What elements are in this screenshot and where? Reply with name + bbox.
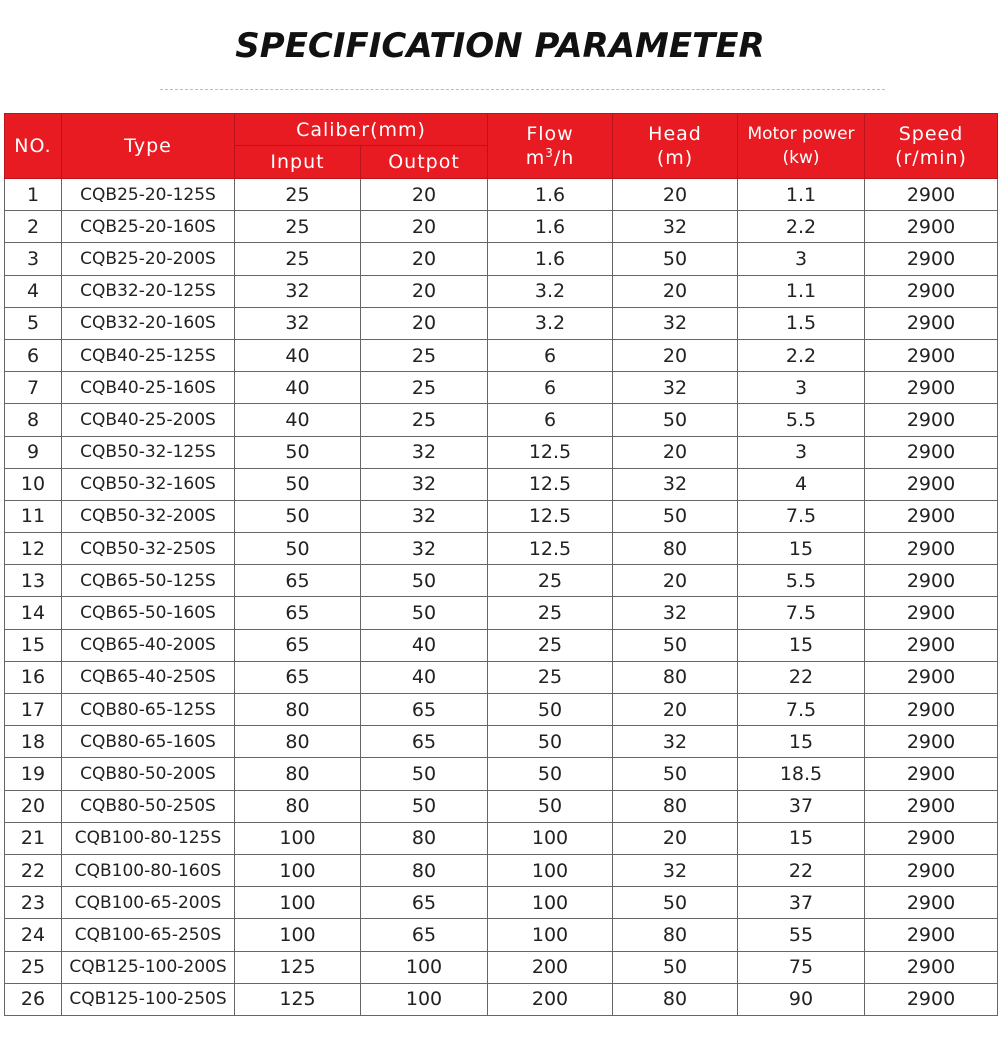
cell-output: 32 — [361, 468, 488, 500]
cell-type: CQB50-32-160S — [62, 468, 235, 500]
table-row — [5, 275, 998, 307]
cell-type: CQB25-20-200S — [62, 243, 235, 275]
cell-motor-power: 22 — [738, 854, 865, 886]
cell-flow: 200 — [488, 951, 613, 983]
cell-head: 80 — [613, 919, 738, 951]
cell-type: CQB50-32-200S — [62, 500, 235, 532]
cell-no: 5 — [5, 307, 62, 339]
cell-type: CQB100-65-200S — [62, 887, 235, 919]
table-row — [5, 307, 998, 339]
cell-no: 10 — [5, 468, 62, 500]
cell-no: 14 — [5, 597, 62, 629]
table-row — [5, 758, 998, 790]
cell-no: 3 — [5, 243, 62, 275]
cell-speed: 2900 — [865, 275, 998, 307]
cell-flow: 12.5 — [488, 500, 613, 532]
cell-flow: 25 — [488, 597, 613, 629]
cell-input: 40 — [235, 372, 361, 404]
table-row — [5, 372, 998, 404]
cell-speed: 2900 — [865, 983, 998, 1015]
cell-motor-power: 55 — [738, 919, 865, 951]
cell-type: CQB25-20-160S — [62, 211, 235, 243]
cell-type: CQB40-25-200S — [62, 404, 235, 436]
cell-output: 25 — [361, 339, 488, 371]
cell-input: 40 — [235, 404, 361, 436]
cell-flow: 3.2 — [488, 275, 613, 307]
cell-head: 50 — [613, 887, 738, 919]
table-row — [5, 661, 998, 693]
cell-type: CQB80-50-200S — [62, 758, 235, 790]
cell-head: 50 — [613, 243, 738, 275]
specification-table — [4, 113, 998, 1016]
cell-head: 32 — [613, 854, 738, 886]
cell-flow: 100 — [488, 919, 613, 951]
cell-flow: 12.5 — [488, 468, 613, 500]
cell-output: 50 — [361, 597, 488, 629]
header-speed-unit: (r/min) — [895, 147, 967, 169]
cell-flow: 6 — [488, 404, 613, 436]
cell-output: 32 — [361, 436, 488, 468]
cell-motor-power: 5.5 — [738, 565, 865, 597]
header-head — [613, 114, 738, 179]
cell-head: 20 — [613, 339, 738, 371]
cell-flow: 100 — [488, 822, 613, 854]
cell-input: 80 — [235, 694, 361, 726]
cell-no: 8 — [5, 404, 62, 436]
cell-output: 65 — [361, 887, 488, 919]
title-divider — [160, 89, 885, 90]
header-speed — [865, 114, 998, 179]
cell-output: 65 — [361, 726, 488, 758]
cell-output: 20 — [361, 211, 488, 243]
cell-motor-power: 2.2 — [738, 339, 865, 371]
cell-type: CQB32-20-160S — [62, 307, 235, 339]
cell-output: 50 — [361, 758, 488, 790]
cell-output: 20 — [361, 179, 488, 211]
cell-input: 125 — [235, 951, 361, 983]
cell-speed: 2900 — [865, 629, 998, 661]
table-body — [5, 179, 998, 1016]
cell-output: 40 — [361, 629, 488, 661]
cell-speed: 2900 — [865, 179, 998, 211]
flow-unit-base: m — [525, 147, 546, 169]
cell-type: CQB80-50-250S — [62, 790, 235, 822]
cell-no: 17 — [5, 694, 62, 726]
table-row — [5, 533, 998, 565]
cell-speed: 2900 — [865, 661, 998, 693]
cell-flow: 25 — [488, 629, 613, 661]
cell-speed: 2900 — [865, 500, 998, 532]
header-motor-unit: (kw) — [782, 148, 820, 168]
cell-input: 65 — [235, 629, 361, 661]
cell-flow: 200 — [488, 983, 613, 1015]
table-row — [5, 597, 998, 629]
cell-head: 32 — [613, 307, 738, 339]
table-row — [5, 694, 998, 726]
cell-speed: 2900 — [865, 468, 998, 500]
cell-output: 80 — [361, 854, 488, 886]
cell-head: 20 — [613, 436, 738, 468]
cell-motor-power: 4 — [738, 468, 865, 500]
cell-output: 25 — [361, 404, 488, 436]
cell-no: 18 — [5, 726, 62, 758]
cell-head: 32 — [613, 468, 738, 500]
cell-output: 20 — [361, 275, 488, 307]
cell-no: 26 — [5, 983, 62, 1015]
cell-no: 20 — [5, 790, 62, 822]
cell-output: 65 — [361, 694, 488, 726]
table-row — [5, 790, 998, 822]
cell-input: 32 — [235, 275, 361, 307]
cell-type: CQB125-100-200S — [62, 951, 235, 983]
cell-input: 80 — [235, 758, 361, 790]
cell-no: 25 — [5, 951, 62, 983]
cell-input: 65 — [235, 661, 361, 693]
cell-head: 50 — [613, 500, 738, 532]
cell-head: 80 — [613, 661, 738, 693]
cell-speed: 2900 — [865, 211, 998, 243]
cell-input: 25 — [235, 179, 361, 211]
cell-output: 65 — [361, 919, 488, 951]
cell-flow: 50 — [488, 726, 613, 758]
cell-type: CQB100-80-160S — [62, 854, 235, 886]
cell-speed: 2900 — [865, 854, 998, 886]
table-row — [5, 983, 998, 1015]
cell-motor-power: 15 — [738, 533, 865, 565]
cell-motor-power: 3 — [738, 436, 865, 468]
page-title: SPECIFICATION PARAMETER — [235, 26, 765, 66]
header-flow — [488, 114, 613, 179]
cell-motor-power: 7.5 — [738, 500, 865, 532]
cell-motor-power: 37 — [738, 790, 865, 822]
cell-head: 20 — [613, 822, 738, 854]
cell-input: 50 — [235, 533, 361, 565]
header-flow-unit — [526, 147, 575, 169]
cell-speed: 2900 — [865, 822, 998, 854]
header-no: NO. — [5, 114, 62, 179]
cell-head: 32 — [613, 726, 738, 758]
cell-flow: 50 — [488, 758, 613, 790]
cell-type: CQB65-40-200S — [62, 629, 235, 661]
flow-unit-sup: 3 — [545, 146, 554, 160]
cell-type: CQB40-25-125S — [62, 339, 235, 371]
cell-head: 20 — [613, 565, 738, 597]
cell-motor-power: 1.1 — [738, 275, 865, 307]
cell-flow: 1.6 — [488, 179, 613, 211]
cell-flow: 50 — [488, 790, 613, 822]
cell-motor-power: 75 — [738, 951, 865, 983]
cell-input: 100 — [235, 854, 361, 886]
cell-speed: 2900 — [865, 597, 998, 629]
cell-speed: 2900 — [865, 307, 998, 339]
cell-type: CQB50-32-250S — [62, 533, 235, 565]
cell-input: 100 — [235, 919, 361, 951]
header-type: Type — [62, 114, 235, 179]
table-row — [5, 211, 998, 243]
cell-input: 32 — [235, 307, 361, 339]
table-row — [5, 854, 998, 886]
cell-no: 16 — [5, 661, 62, 693]
cell-flow: 1.6 — [488, 243, 613, 275]
table-row — [5, 243, 998, 275]
cell-speed: 2900 — [865, 565, 998, 597]
cell-speed: 2900 — [865, 758, 998, 790]
table-row — [5, 887, 998, 919]
table-row — [5, 629, 998, 661]
cell-flow: 25 — [488, 565, 613, 597]
cell-head: 80 — [613, 533, 738, 565]
header-output: Outpot — [361, 146, 488, 179]
cell-type: CQB100-80-125S — [62, 822, 235, 854]
cell-motor-power: 7.5 — [738, 597, 865, 629]
cell-head: 50 — [613, 404, 738, 436]
cell-flow: 100 — [488, 887, 613, 919]
cell-no: 6 — [5, 339, 62, 371]
cell-input: 100 — [235, 887, 361, 919]
cell-output: 40 — [361, 661, 488, 693]
cell-type: CQB65-40-250S — [62, 661, 235, 693]
cell-no: 21 — [5, 822, 62, 854]
cell-motor-power: 15 — [738, 726, 865, 758]
cell-head: 50 — [613, 951, 738, 983]
cell-output: 50 — [361, 790, 488, 822]
cell-input: 65 — [235, 565, 361, 597]
cell-type: CQB32-20-125S — [62, 275, 235, 307]
cell-flow: 12.5 — [488, 533, 613, 565]
cell-no: 2 — [5, 211, 62, 243]
cell-no: 7 — [5, 372, 62, 404]
cell-motor-power: 22 — [738, 661, 865, 693]
cell-flow: 100 — [488, 854, 613, 886]
header-motor-label: Motor power — [747, 124, 855, 144]
cell-motor-power: 5.5 — [738, 404, 865, 436]
cell-speed: 2900 — [865, 436, 998, 468]
cell-speed: 2900 — [865, 919, 998, 951]
cell-speed: 2900 — [865, 372, 998, 404]
cell-input: 50 — [235, 500, 361, 532]
cell-flow: 6 — [488, 372, 613, 404]
header-input: Input — [235, 146, 361, 179]
cell-head: 80 — [613, 983, 738, 1015]
cell-head: 32 — [613, 211, 738, 243]
cell-no: 1 — [5, 179, 62, 211]
cell-motor-power: 2.2 — [738, 211, 865, 243]
cell-speed: 2900 — [865, 533, 998, 565]
cell-no: 15 — [5, 629, 62, 661]
cell-speed: 2900 — [865, 339, 998, 371]
cell-input: 25 — [235, 211, 361, 243]
cell-flow: 12.5 — [488, 436, 613, 468]
cell-flow: 50 — [488, 694, 613, 726]
table-row — [5, 822, 998, 854]
cell-motor-power: 90 — [738, 983, 865, 1015]
cell-flow: 25 — [488, 661, 613, 693]
cell-type: CQB100-65-250S — [62, 919, 235, 951]
cell-head: 20 — [613, 179, 738, 211]
cell-type: CQB125-100-250S — [62, 983, 235, 1015]
cell-flow: 6 — [488, 339, 613, 371]
cell-speed: 2900 — [865, 404, 998, 436]
cell-speed: 2900 — [865, 790, 998, 822]
cell-type: CQB80-65-125S — [62, 694, 235, 726]
cell-speed: 2900 — [865, 887, 998, 919]
cell-output: 50 — [361, 565, 488, 597]
cell-no: 9 — [5, 436, 62, 468]
cell-motor-power: 1.5 — [738, 307, 865, 339]
table-row — [5, 339, 998, 371]
cell-speed: 2900 — [865, 243, 998, 275]
cell-head: 20 — [613, 275, 738, 307]
table-row — [5, 951, 998, 983]
cell-output: 80 — [361, 822, 488, 854]
header-motor-power — [738, 114, 865, 179]
cell-motor-power: 15 — [738, 822, 865, 854]
table-row — [5, 565, 998, 597]
cell-no: 19 — [5, 758, 62, 790]
header-flow-label: Flow — [526, 123, 574, 145]
cell-output: 20 — [361, 243, 488, 275]
cell-type: CQB65-50-160S — [62, 597, 235, 629]
flow-unit-tail: /h — [553, 147, 575, 169]
cell-motor-power: 1.1 — [738, 179, 865, 211]
cell-motor-power: 7.5 — [738, 694, 865, 726]
cell-input: 80 — [235, 726, 361, 758]
cell-output: 25 — [361, 372, 488, 404]
table-header — [5, 114, 998, 179]
cell-input: 50 — [235, 436, 361, 468]
cell-no: 11 — [5, 500, 62, 532]
header-speed-label: Speed — [898, 123, 964, 145]
table-row — [5, 436, 998, 468]
cell-motor-power: 18.5 — [738, 758, 865, 790]
header-head-unit: (m) — [656, 147, 694, 169]
table-row — [5, 726, 998, 758]
cell-no: 22 — [5, 854, 62, 886]
cell-motor-power: 37 — [738, 887, 865, 919]
table-row — [5, 404, 998, 436]
cell-head: 80 — [613, 790, 738, 822]
table-row — [5, 500, 998, 532]
cell-input: 125 — [235, 983, 361, 1015]
cell-output: 32 — [361, 500, 488, 532]
cell-output: 32 — [361, 533, 488, 565]
cell-speed: 2900 — [865, 951, 998, 983]
cell-no: 12 — [5, 533, 62, 565]
cell-output: 20 — [361, 307, 488, 339]
cell-output: 100 — [361, 951, 488, 983]
table-row — [5, 919, 998, 951]
cell-type: CQB40-25-160S — [62, 372, 235, 404]
cell-input: 80 — [235, 790, 361, 822]
cell-input: 100 — [235, 822, 361, 854]
cell-output: 100 — [361, 983, 488, 1015]
table-row — [5, 179, 998, 211]
cell-flow: 1.6 — [488, 211, 613, 243]
cell-head: 50 — [613, 758, 738, 790]
cell-type: CQB80-65-160S — [62, 726, 235, 758]
cell-head: 32 — [613, 372, 738, 404]
cell-no: 4 — [5, 275, 62, 307]
cell-head: 20 — [613, 694, 738, 726]
cell-input: 50 — [235, 468, 361, 500]
cell-speed: 2900 — [865, 694, 998, 726]
cell-no: 23 — [5, 887, 62, 919]
table-row — [5, 468, 998, 500]
cell-head: 32 — [613, 597, 738, 629]
header-caliber: Caliber(mm) — [235, 114, 488, 146]
header-head-label: Head — [648, 123, 702, 145]
cell-no: 24 — [5, 919, 62, 951]
cell-motor-power: 15 — [738, 629, 865, 661]
cell-flow: 3.2 — [488, 307, 613, 339]
cell-input: 40 — [235, 339, 361, 371]
cell-type: CQB50-32-125S — [62, 436, 235, 468]
cell-no: 13 — [5, 565, 62, 597]
cell-type: CQB25-20-125S — [62, 179, 235, 211]
cell-input: 65 — [235, 597, 361, 629]
cell-speed: 2900 — [865, 726, 998, 758]
cell-type: CQB65-50-125S — [62, 565, 235, 597]
cell-motor-power: 3 — [738, 243, 865, 275]
cell-motor-power: 3 — [738, 372, 865, 404]
cell-head: 50 — [613, 629, 738, 661]
cell-input: 25 — [235, 243, 361, 275]
